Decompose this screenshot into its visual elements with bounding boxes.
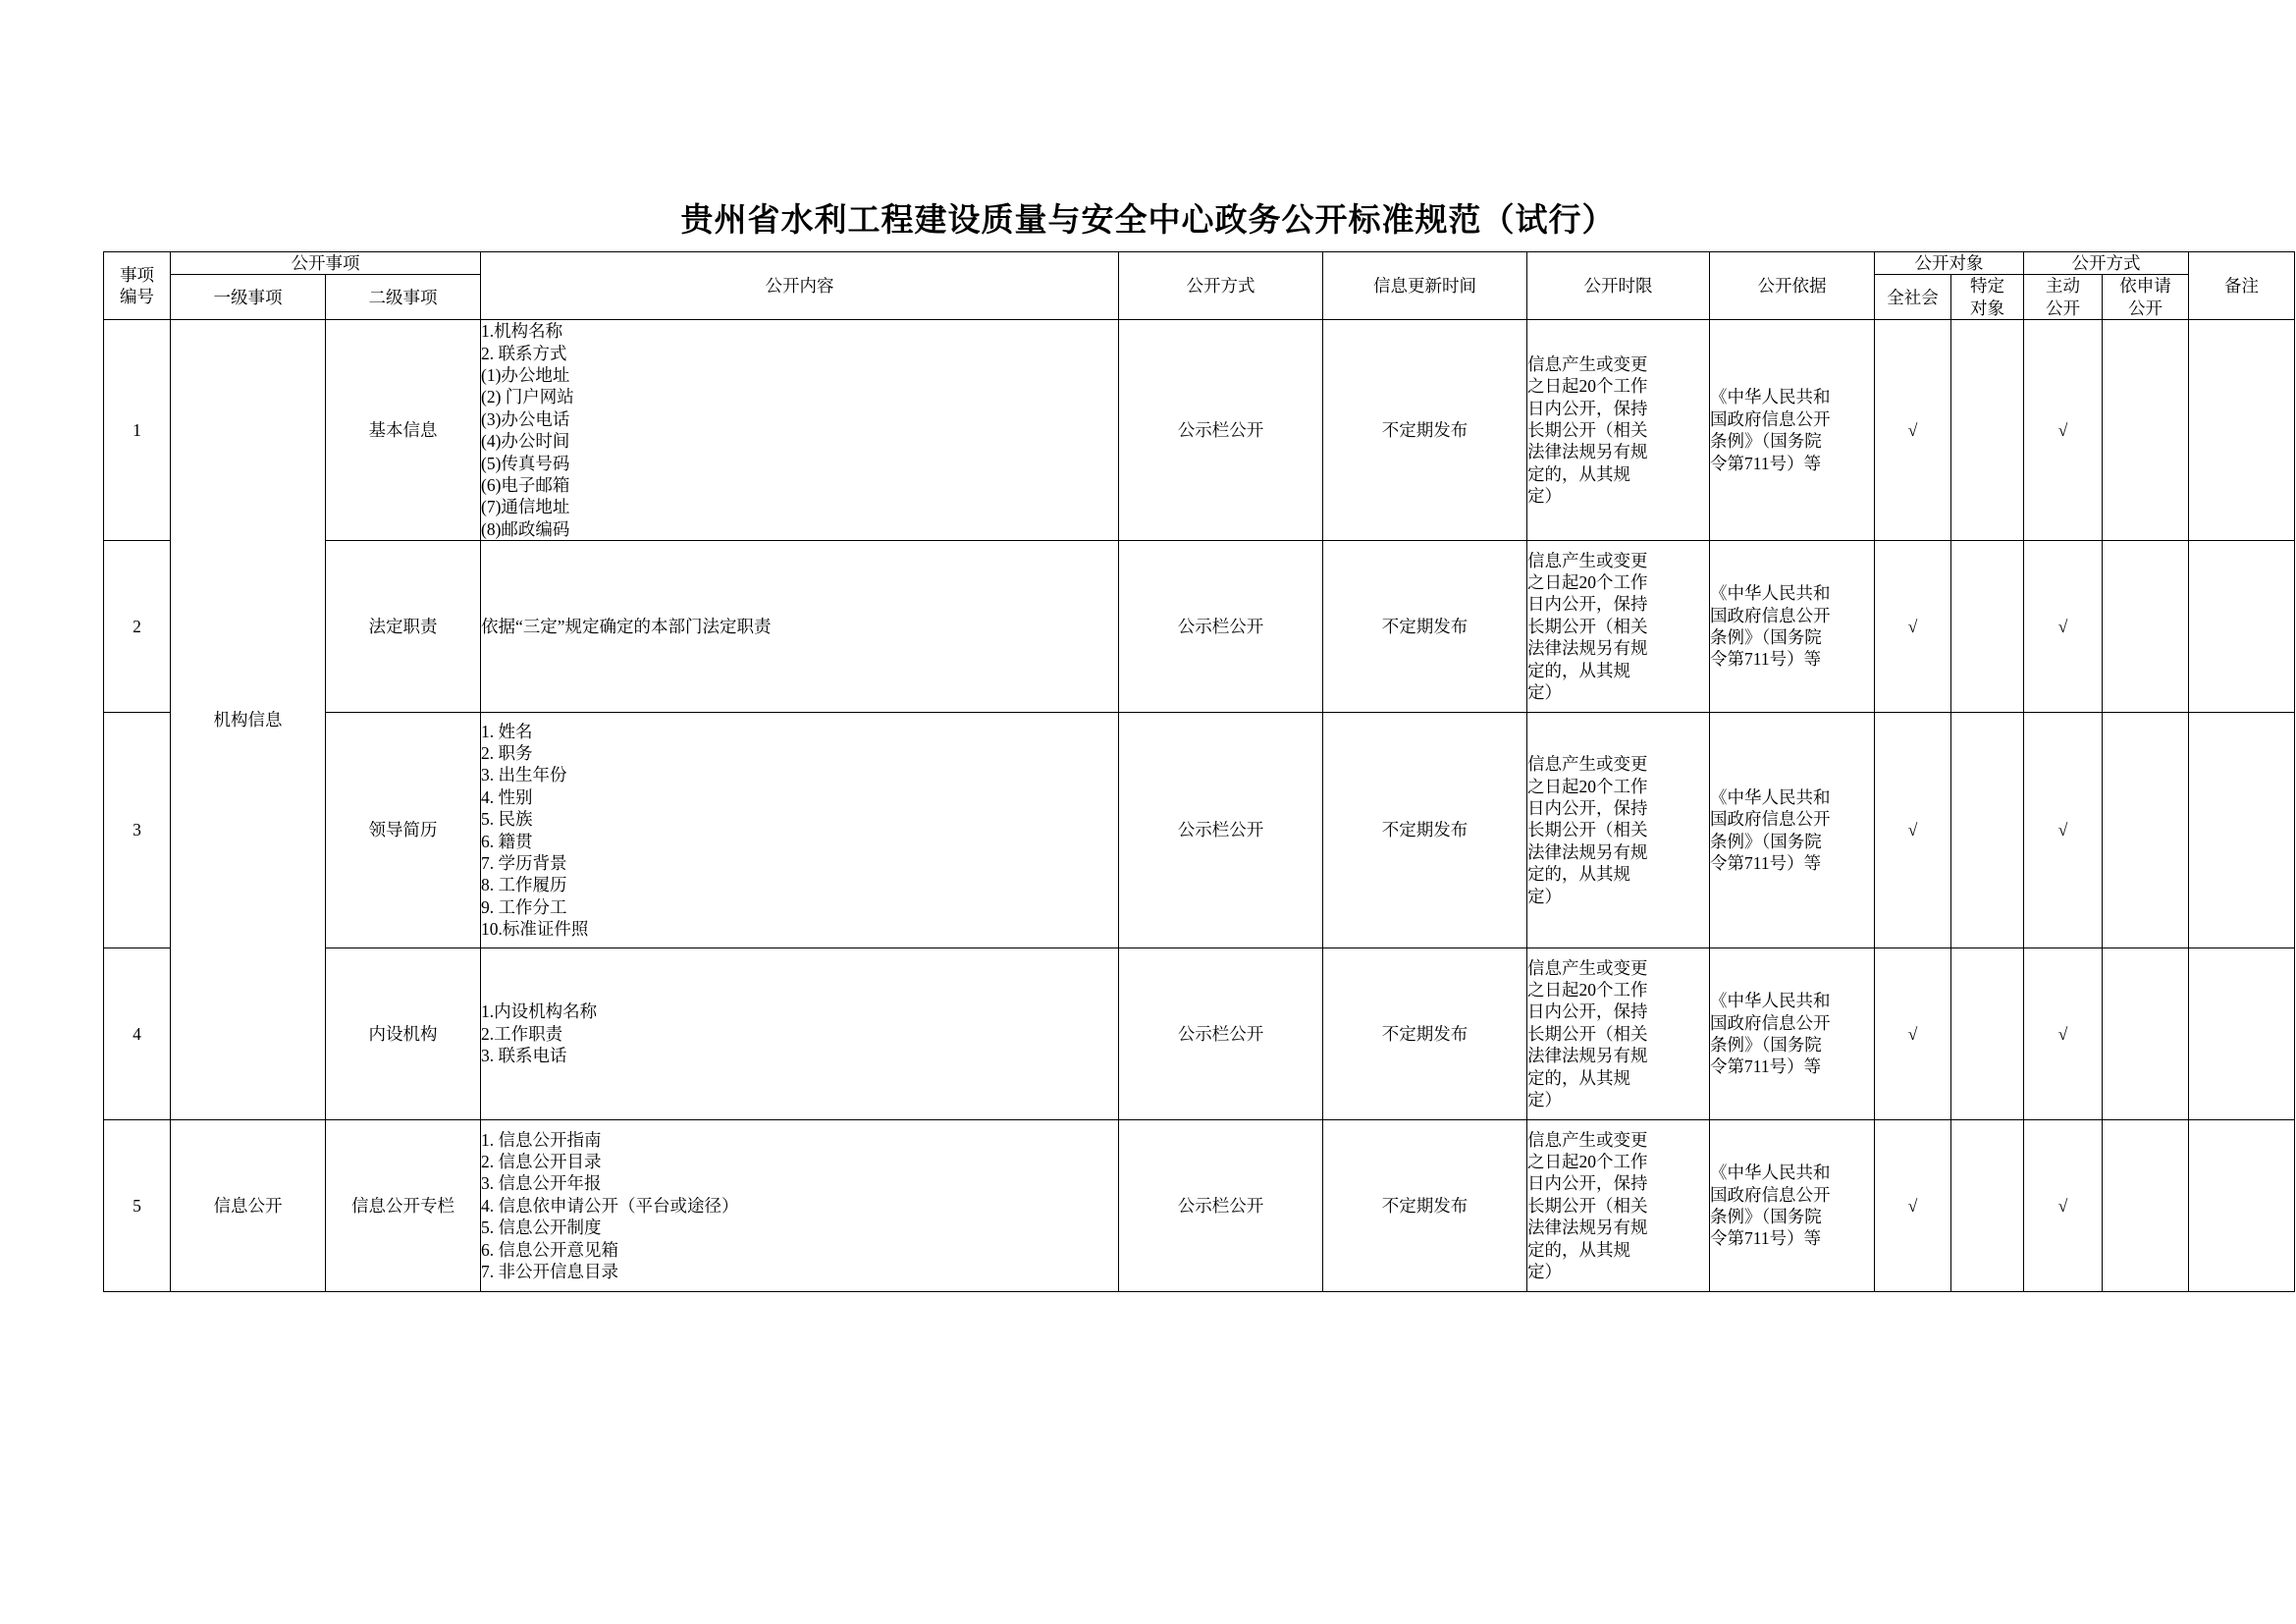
row-level2: 领导简历 xyxy=(326,713,481,948)
deadline-line: 定） xyxy=(1527,1262,1562,1282)
content-line: 1. 姓名 xyxy=(481,721,533,741)
row-active-disclosure: √ xyxy=(2024,948,2103,1120)
deadline-line: 长期公开（相关 xyxy=(1527,419,1648,440)
standards-table-container xyxy=(103,251,2259,1292)
deadline-line: 日内公开，保持 xyxy=(1527,1001,1648,1022)
content-line: 7. 学历背景 xyxy=(481,852,567,873)
header-public-items: 公开事项 xyxy=(171,252,481,275)
row-on-request-disclosure xyxy=(2103,541,2189,713)
deadline-line: 定） xyxy=(1527,1090,1562,1110)
header-on-request-line1: 依申请 xyxy=(2119,276,2171,297)
basis-line: 国政府信息公开 xyxy=(1710,1184,1831,1205)
row-content xyxy=(481,541,1119,713)
table-row xyxy=(104,948,2295,1120)
deadline-line: 日内公开，保持 xyxy=(1527,797,1648,818)
table-body xyxy=(104,320,2295,1292)
basis-line: 《中华人民共和 xyxy=(1710,387,1831,407)
basis-line: 条例》（国务院 xyxy=(1710,1207,1822,1227)
basis-line: 《中华人民共和 xyxy=(1710,786,1831,807)
content-line: 9. 工作分工 xyxy=(481,896,567,917)
deadline-line: 法律法规另有规 xyxy=(1527,1218,1648,1238)
content-line: (6)电子邮箱 xyxy=(481,474,570,495)
header-item-no-line1: 事项 xyxy=(120,264,154,285)
header-content: 公开内容 xyxy=(481,252,1119,320)
content-line: (3)办公电话 xyxy=(481,408,570,429)
page-title: 贵州省水利工程建设质量与安全中心政务公开标准规范（试行） xyxy=(680,203,1616,239)
row-target-specific xyxy=(1951,320,2024,541)
header-deadline: 公开时限 xyxy=(1527,252,1710,320)
content-line: 2. 信息公开目录 xyxy=(481,1152,602,1172)
content-line: 2.工作职责 xyxy=(481,1023,563,1044)
basis-line: 令第711号）等 xyxy=(1710,649,1822,670)
header-level2: 二级事项 xyxy=(326,275,481,320)
content-line: (4)办公时间 xyxy=(481,431,570,452)
row-target-specific xyxy=(1951,713,2024,948)
header-active-disclosure xyxy=(2024,275,2103,320)
basis-line: 国政府信息公开 xyxy=(1710,605,1831,625)
deadline-line: 定） xyxy=(1527,486,1562,507)
row-active-disclosure: √ xyxy=(2024,541,2103,713)
content-line: (8)邮政编码 xyxy=(481,518,570,539)
basis-line: 条例》（国务院 xyxy=(1710,1035,1822,1056)
header-item-no xyxy=(104,252,171,320)
content-line: 3. 联系电话 xyxy=(481,1046,567,1066)
row-no: 5 xyxy=(104,1120,171,1292)
table-row xyxy=(104,320,2295,541)
content-line: 6. 籍贯 xyxy=(481,831,533,851)
row-content xyxy=(481,320,1119,541)
content-line: 依据“三定”规定确定的本部门法定职责 xyxy=(481,616,772,636)
row-method: 公示栏公开 xyxy=(1119,1120,1323,1292)
row-deadline xyxy=(1527,1120,1710,1292)
deadline-line: 之日起20个工作 xyxy=(1527,1152,1648,1172)
basis-line: 国政府信息公开 xyxy=(1710,408,1831,429)
deadline-line: 定的，从其规 xyxy=(1527,864,1630,885)
header-disclosure-way: 公开方式 xyxy=(2024,252,2189,275)
row-update-time: 不定期发布 xyxy=(1323,541,1527,713)
header-method: 公开方式 xyxy=(1119,252,1323,320)
row-level1: 信息公开 xyxy=(171,1120,326,1292)
row-target-all: √ xyxy=(1875,320,1951,541)
deadline-line: 长期公开（相关 xyxy=(1527,820,1648,840)
basis-line: 条例》（国务院 xyxy=(1710,627,1822,648)
basis-line: 令第711号）等 xyxy=(1710,852,1822,873)
deadline-line: 定的，从其规 xyxy=(1527,1067,1630,1088)
content-line: (7)通信地址 xyxy=(481,497,570,517)
row-deadline xyxy=(1527,948,1710,1120)
header-update-time: 信息更新时间 xyxy=(1323,252,1527,320)
deadline-line: 定的，从其规 xyxy=(1527,463,1630,484)
content-line: 10.标准证件照 xyxy=(481,919,589,940)
content-line: 1. 信息公开指南 xyxy=(481,1129,602,1150)
row-content xyxy=(481,713,1119,948)
row-no: 3 xyxy=(104,713,171,948)
header-active-line2: 公开 xyxy=(2046,298,2080,318)
content-line: (2) 门户网站 xyxy=(481,387,574,407)
basis-line: 国政府信息公开 xyxy=(1710,1012,1831,1033)
content-line: 2. 联系方式 xyxy=(481,343,567,363)
deadline-line: 长期公开（相关 xyxy=(1527,1195,1648,1216)
row-level2: 基本信息 xyxy=(326,320,481,541)
row-basis xyxy=(1710,541,1875,713)
deadline-line: 定） xyxy=(1527,682,1562,703)
basis-line: 《中华人民共和 xyxy=(1710,583,1831,604)
deadline-line: 信息产生或变更 xyxy=(1527,754,1648,775)
table-row xyxy=(104,713,2295,948)
content-line: 2. 职务 xyxy=(481,743,533,764)
deadline-line: 法律法规另有规 xyxy=(1527,442,1648,462)
header-on-request-disclosure xyxy=(2103,275,2189,320)
deadline-line: 法律法规另有规 xyxy=(1527,841,1648,862)
row-basis xyxy=(1710,713,1875,948)
row-method: 公示栏公开 xyxy=(1119,320,1323,541)
deadline-line: 之日起20个工作 xyxy=(1527,980,1648,1001)
content-line: 5. 民族 xyxy=(481,809,533,830)
row-content xyxy=(481,1120,1119,1292)
row-basis xyxy=(1710,320,1875,541)
row-on-request-disclosure xyxy=(2103,713,2189,948)
row-no: 1 xyxy=(104,320,171,541)
content-line: 4. 性别 xyxy=(481,786,533,807)
row-update-time: 不定期发布 xyxy=(1323,713,1527,948)
deadline-line: 定的，从其规 xyxy=(1527,660,1630,680)
row-active-disclosure: √ xyxy=(2024,1120,2103,1292)
table-row xyxy=(104,541,2295,713)
row-target-specific xyxy=(1951,948,2024,1120)
row-remark xyxy=(2189,541,2295,713)
deadline-line: 长期公开（相关 xyxy=(1527,1023,1648,1044)
content-line: 7. 非公开信息目录 xyxy=(481,1262,618,1282)
content-line: 8. 工作履历 xyxy=(481,875,567,895)
content-line: 3. 信息公开年报 xyxy=(481,1173,602,1194)
header-target-all: 全社会 xyxy=(1875,275,1951,320)
row-basis xyxy=(1710,1120,1875,1292)
row-deadline xyxy=(1527,713,1710,948)
row-on-request-disclosure xyxy=(2103,948,2189,1120)
row-target-specific xyxy=(1951,541,2024,713)
row-remark xyxy=(2189,1120,2295,1292)
row-level2: 内设机构 xyxy=(326,948,481,1120)
header-active-line1: 主动 xyxy=(2046,276,2080,297)
row-target-all: √ xyxy=(1875,713,1951,948)
header-item-no-line2: 编号 xyxy=(120,287,154,307)
row-remark xyxy=(2189,713,2295,948)
row-no: 4 xyxy=(104,948,171,1120)
deadline-line: 法律法规另有规 xyxy=(1527,638,1648,659)
row-basis xyxy=(1710,948,1875,1120)
header-target-specific xyxy=(1951,275,2024,320)
header-level1: 一级事项 xyxy=(171,275,326,320)
row-no: 2 xyxy=(104,541,171,713)
header-target: 公开对象 xyxy=(1875,252,2024,275)
row-update-time: 不定期发布 xyxy=(1323,1120,1527,1292)
row-remark xyxy=(2189,320,2295,541)
table-header xyxy=(104,252,2295,320)
header-basis: 公开依据 xyxy=(1710,252,1875,320)
row-level1: 机构信息 xyxy=(171,320,326,1120)
row-target-all: √ xyxy=(1875,948,1951,1120)
row-level2: 信息公开专栏 xyxy=(326,1120,481,1292)
content-line: 5. 信息公开制度 xyxy=(481,1218,602,1238)
deadline-line: 法律法规另有规 xyxy=(1527,1046,1648,1066)
row-method: 公示栏公开 xyxy=(1119,713,1323,948)
header-target-specific-line2: 对象 xyxy=(1970,298,2004,318)
row-method: 公示栏公开 xyxy=(1119,541,1323,713)
deadline-line: 定的，从其规 xyxy=(1527,1239,1630,1260)
row-method: 公示栏公开 xyxy=(1119,948,1323,1120)
deadline-line: 信息产生或变更 xyxy=(1527,957,1648,978)
content-line: 4. 信息依申请公开（平台或途径） xyxy=(481,1195,739,1216)
basis-line: 国政府信息公开 xyxy=(1710,809,1831,830)
row-active-disclosure: √ xyxy=(2024,320,2103,541)
deadline-line: 日内公开，保持 xyxy=(1527,398,1648,418)
basis-line: 条例》（国务院 xyxy=(1710,431,1822,452)
deadline-line: 之日起20个工作 xyxy=(1527,376,1648,397)
basis-line: 令第711号）等 xyxy=(1710,453,1822,473)
content-line: 1.机构名称 xyxy=(481,321,563,342)
row-update-time: 不定期发布 xyxy=(1323,320,1527,541)
table-header-row-1 xyxy=(104,252,2295,275)
row-target-specific xyxy=(1951,1120,2024,1292)
row-target-all: √ xyxy=(1875,541,1951,713)
row-deadline xyxy=(1527,541,1710,713)
deadline-line: 信息产生或变更 xyxy=(1527,550,1648,570)
standards-table xyxy=(103,251,2295,1292)
basis-line: 令第711号）等 xyxy=(1710,1228,1822,1249)
row-content xyxy=(481,948,1119,1120)
deadline-line: 信息产生或变更 xyxy=(1527,1129,1648,1150)
row-on-request-disclosure xyxy=(2103,1120,2189,1292)
basis-line: 令第711号）等 xyxy=(1710,1056,1822,1077)
header-on-request-line2: 公开 xyxy=(2128,298,2163,318)
deadline-line: 信息产生或变更 xyxy=(1527,353,1648,374)
basis-line: 《中华人民共和 xyxy=(1710,991,1831,1011)
content-line: 3. 出生年份 xyxy=(481,765,567,785)
row-deadline xyxy=(1527,320,1710,541)
content-line: (5)传真号码 xyxy=(481,453,570,473)
content-line: 6. 信息公开意见箱 xyxy=(481,1239,618,1260)
header-remark: 备注 xyxy=(2189,252,2295,320)
content-line: 1.内设机构名称 xyxy=(481,1001,598,1022)
deadline-line: 之日起20个工作 xyxy=(1527,572,1648,593)
deadline-line: 日内公开，保持 xyxy=(1527,1173,1648,1194)
row-active-disclosure: √ xyxy=(2024,713,2103,948)
row-level2: 法定职责 xyxy=(326,541,481,713)
content-line: (1)办公地址 xyxy=(481,364,570,385)
row-on-request-disclosure xyxy=(2103,320,2189,541)
row-remark xyxy=(2189,948,2295,1120)
basis-line: 《中华人民共和 xyxy=(1710,1163,1831,1183)
table-row xyxy=(104,1120,2295,1292)
deadline-line: 日内公开，保持 xyxy=(1527,594,1648,615)
row-update-time: 不定期发布 xyxy=(1323,948,1527,1120)
header-target-specific-line1: 特定 xyxy=(1970,276,2004,297)
deadline-line: 之日起20个工作 xyxy=(1527,776,1648,796)
deadline-line: 长期公开（相关 xyxy=(1527,616,1648,636)
deadline-line: 定） xyxy=(1527,886,1562,906)
row-target-all: √ xyxy=(1875,1120,1951,1292)
basis-line: 条例》（国务院 xyxy=(1710,831,1822,851)
